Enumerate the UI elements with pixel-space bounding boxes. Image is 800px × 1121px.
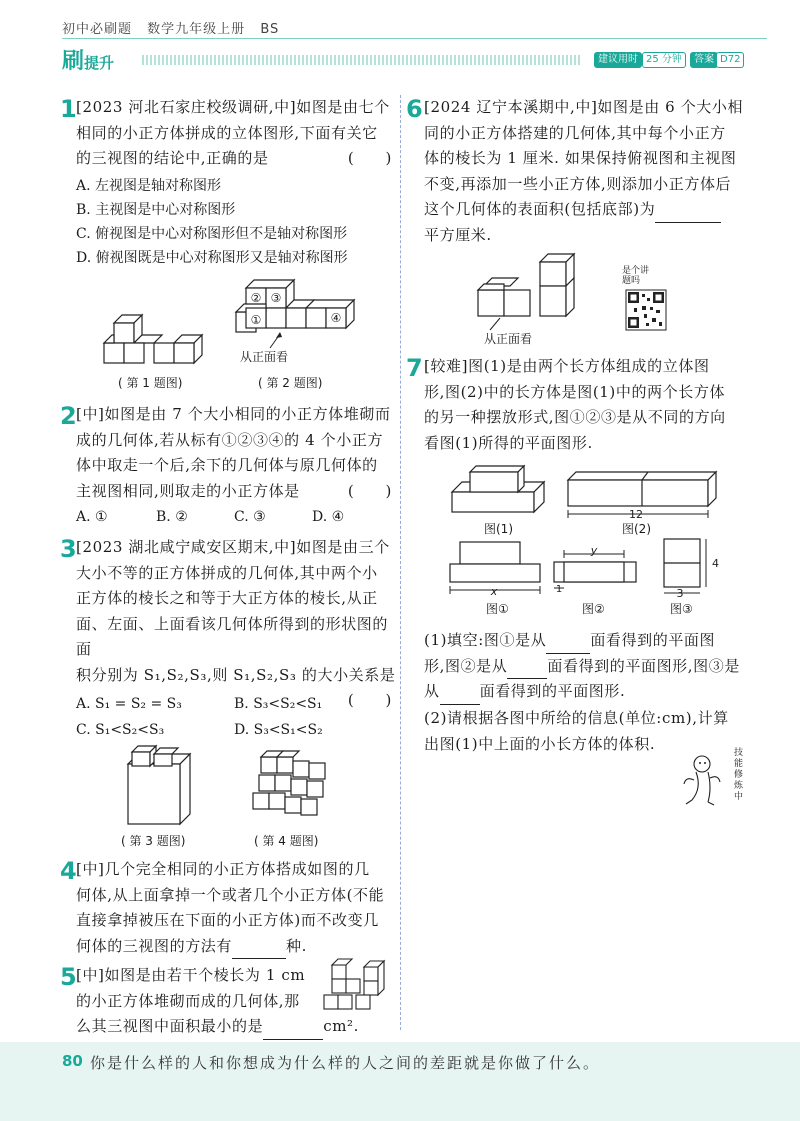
answer-blank[interactable] — [440, 686, 480, 705]
book-header — [62, 18, 289, 37]
question-1-stem: [2023 河北石家庄校级调研,中]如图是由七个 相同的小正方体拼成的立体图形,下面有关它 的三视图的结论中,正确的是 ( ) — [76, 95, 396, 172]
figure-1-cubes — [100, 305, 220, 370]
figure-4-cubes — [245, 745, 335, 825]
answer-blank[interactable] — [232, 940, 286, 959]
figure-2-mark-3: ③ — [270, 291, 282, 305]
subject-title: 数学九年级上册 — [147, 22, 246, 37]
column-divider — [400, 95, 402, 1030]
qr-code-icon[interactable] — [626, 290, 666, 330]
question-number-1: 1 — [60, 95, 77, 123]
header-rule — [62, 38, 767, 39]
figure-7-view-1 — [446, 540, 546, 598]
question-7-part-1: (1)填空:图①是从 面看得到的平面图 形,图②是从 面看得到的平面图形,图③是 从 面看得到的平面图形. — [424, 628, 769, 705]
time-value: 25 分钟 — [642, 52, 686, 68]
question-6-stem: [2024 辽宁本溪期中,中]如图是由 6 个大小相 同的小正方体搭建的几何体,其中每个小正方 体的棱长为 1 厘米. 如果保持俯视图和主视图 不变,再添加一些小正方体,则添加小正方体后 这个几何体的表面积(包括底部)为 平方厘米. — [424, 98, 744, 244]
question-number-4: 4 — [60, 857, 77, 885]
answer-blank[interactable] — [507, 660, 547, 679]
book-title: 初中必刷题 — [62, 22, 133, 37]
answer-page: D72 — [716, 52, 744, 68]
section-title: 刷提升 — [62, 49, 115, 74]
question-3-stem: [2023 湖北咸宁咸安区期末,中]如图是由三个 大小不等的正方体拼成的几何体,其中两个小 正方体的棱长之和等于大正方体的棱长,从正 面、左面、上面看该几何体所得到的形状图的面 积分别为 S₁,S₂,S₃,则 S₁,S₂,S₃ 的大小关系是 ( ) — [76, 535, 396, 714]
answer-blank[interactable] — [546, 635, 590, 654]
question-number-5: 5 — [60, 963, 77, 991]
footer-motto: 你是什么样的人和你想成为什么样的人之间的差距就是你做了什么。 — [90, 1054, 601, 1072]
dimension-x: x — [490, 585, 498, 598]
question-4-stem: [中]几个完全相同的小正方体搭成如图的几 何体,从上面拿掉一个或者几个小正方体(不能 直接拿掉被压在下面的小正方体)而不改变几 何体的三视图的方法有 种. — [76, 857, 396, 959]
question-2-stem: [中]如图是由 7 个大小相同的小正方体堆砌而 成的几何体,若从标有①②③④的 4 个小正方 体中取走一个后,余下的几何体与原几何体的 主视图相同,则取走的小正方体是 ( ) — [76, 402, 396, 504]
question-number-3: 3 — [60, 535, 77, 563]
option-d: D. S₃<S₁<S₂ — [234, 722, 323, 738]
question-number-2: 2 — [60, 402, 77, 430]
option-b: B. 主视图是中心对称图形 — [76, 202, 236, 218]
figure-2-caption: ( 第 2 题图) — [258, 376, 323, 390]
option-a: A. ① — [76, 509, 108, 525]
figure-7-view-3-label: 图③ — [670, 602, 693, 616]
figure-7-view-1-label: 图① — [486, 602, 509, 616]
figure-3-cubes — [120, 742, 200, 827]
figure-3-caption: ( 第 3 题图) — [121, 834, 186, 848]
answer-blank[interactable] — [655, 204, 721, 223]
option-b: B. ② — [156, 509, 188, 525]
question-number-6: 6 — [406, 95, 423, 123]
question-5-stem: [中]如图是由若干个棱长为 1 cm 的小正方体堆砌而成的几何体,那 么其三视图中面积最小的是 cm². — [76, 963, 316, 1040]
dimension-3: 3 — [676, 587, 684, 600]
qr-label: 是个讲题吗 — [622, 266, 650, 286]
figure-2-mark-2: ② — [250, 291, 262, 305]
option-b: B. S₃<S₂<S₁ — [234, 696, 323, 712]
page-number: 80 — [62, 1052, 83, 1070]
mascot-icon — [682, 748, 732, 808]
figure-5-cubes — [320, 955, 395, 1020]
figure-6-cubes — [470, 250, 585, 330]
figure-7-view-2 — [550, 546, 640, 596]
question-7-stem: [较难]图(1)是由两个长方体组成的立体图 形,图(2)中的长方体是图(1)中的两个长方体 的另一种摆放形式,图①②③是从不同的方向 看图(1)所得的平面图形. — [424, 357, 726, 452]
option-a: A. S₁ = S₂ = S₃ — [76, 696, 182, 712]
answer-label: 答案 — [690, 52, 718, 68]
option-c: C. ③ — [234, 509, 266, 525]
question-number-7: 7 — [406, 354, 423, 382]
option-a: A. 左视图是轴对称图形 — [76, 178, 222, 194]
question-1-options — [76, 174, 396, 270]
mascot-caption: 技能修炼中 — [734, 748, 744, 802]
figure-2-front-label: 从正面看 — [240, 350, 289, 364]
answer-paren: ( ) — [347, 691, 392, 709]
figure-7-2-label: 图(2) — [622, 522, 651, 536]
figure-6-front-label: 从正面看 — [484, 332, 533, 346]
time-label: 建议用时 — [594, 52, 642, 68]
figure-1-caption: ( 第 1 题图) — [118, 376, 183, 390]
figure-4-caption: ( 第 4 题图) — [254, 834, 319, 848]
answer-blank[interactable] — [263, 1021, 323, 1040]
answer-paren: ( ) — [347, 149, 392, 167]
figure-7-view-2-label: 图② — [582, 602, 605, 616]
figure-2-mark-1: ① — [250, 313, 262, 327]
figure-7-2-solid — [560, 466, 720, 526]
option-c: C. S₁<S₂<S₃ — [76, 722, 165, 738]
option-d: D. ④ — [312, 509, 345, 525]
figure-7-view-3 — [658, 535, 718, 599]
dimension-y: y — [590, 544, 598, 557]
dimension-1: 1 — [555, 584, 563, 595]
decorative-dots — [142, 55, 582, 65]
option-d: D. 俯视图既是中心对称图形又是轴对称图形 — [76, 250, 348, 266]
option-c: C. 俯视图是中心对称图形但不是轴对称图形 — [76, 226, 348, 242]
dimension-12: 12 — [629, 508, 643, 521]
figure-2-mark-4: ④ — [330, 311, 342, 325]
figure-7-1-solid — [448, 462, 548, 517]
figure-7-1-label: 图(1) — [484, 522, 513, 536]
edition-label: BS — [260, 22, 280, 37]
dimension-4: 4 — [712, 557, 719, 570]
question-7-part-2: (2)请根据各图中所给的信息(单位:cm),计算 出图(1)中上面的小长方体的体积. — [424, 709, 729, 753]
answer-paren: ( ) — [347, 481, 392, 500]
